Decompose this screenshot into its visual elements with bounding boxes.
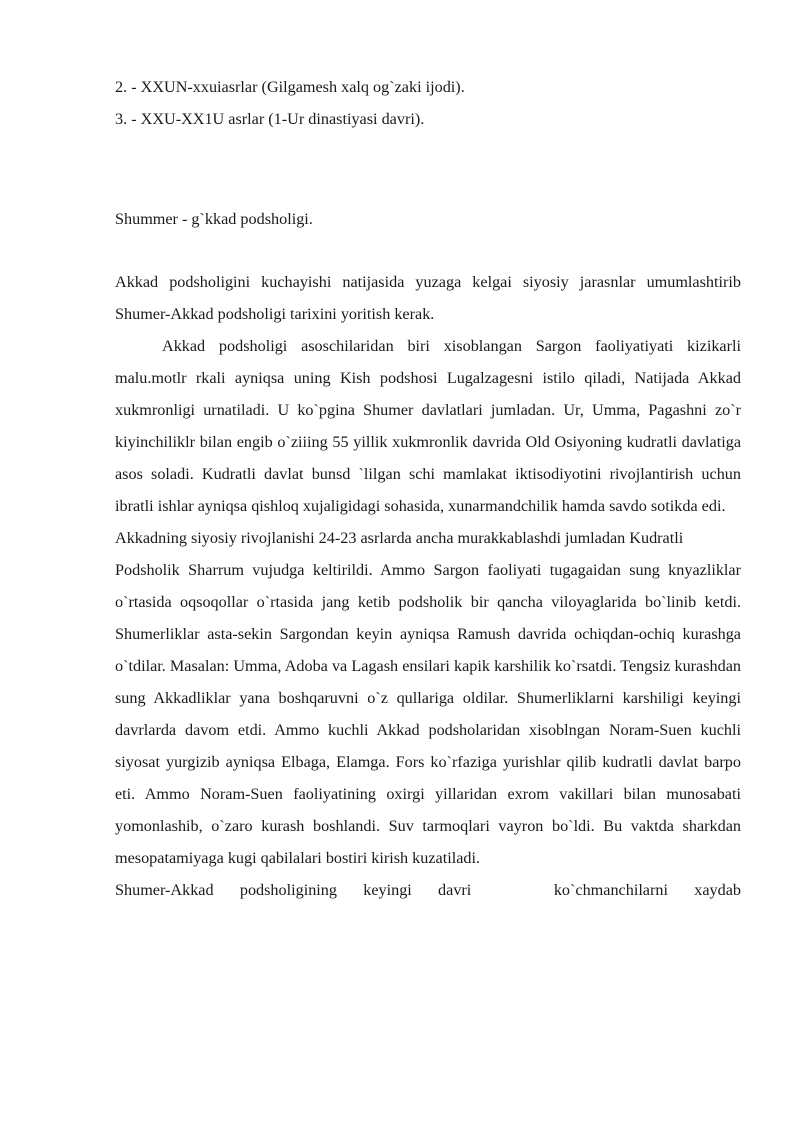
list-item-2: 2. - XXUN-xxuiasrlar (Gilgamesh xalq og`zaki ijodi). — [115, 78, 465, 96]
final-word-6: xaydab — [694, 881, 741, 899]
final-gap — [498, 874, 528, 906]
section-heading: Shummer - g`kkad podsholigi. — [115, 210, 313, 228]
final-word-5: ko`chmanchilarni — [553, 881, 668, 899]
body-text — [115, 266, 741, 906]
paragraph-final-line — [115, 874, 741, 906]
paragraph-sargon: Akkad podsholigi asoschilaridan biri xisoblangan Sargon faoliyatiyati kizikarli malu.motlr rkali ayniqsa uning Kish podshosi Lugalzagesni istilo qiladi, Natijada Akkad xukmronligi urnatiladi. U ko`pgina Shumer davlatlari jumladan. Ur, Umma, Pagashni zo`r kiyinchiliklr bilan engib o`ziiing 55 yillik xukmronlik davrida Old Osiyoning kudratli davlatiga asos soladi. Kudratli davlat bunsd `lilgan schi mamlakat iktisodiyotini rivojlantirish uchun ibratli ishlar ayniqsa qishloq xujaligidagi sohasida, xunarmandchilik hamda savdo sotikda edi. — [115, 337, 741, 515]
list-item-3: 3. - XXU-XX1U asrlar (1-Ur dinastiyasi davri). — [115, 110, 425, 128]
paragraph-sharrum: Podsholik Sharrum vujudga keltirildi. Ammo Sargon faoliyati tugagaidan sung knyazliklar o`rtasida oqsoqollar o`rtasida jang ketib podsholik bir qancha viloyaglarida bo`linib ketdi. Shumerliklar asta-sekin Sargondan keyin ayniqsa Ramush davrida ochiqdan-ochiq kurashga o`tdilar. Masalan: Umma, Adoba va Lagash ensilari kapik karshilik ko`rsatdi. Tengsiz kurashdan sung Akkadliklar yana boshqaruvni o`z qullariga oldilar. Shumerliklarni karshiligi keyingi davrlarda davom etdi. Ammo kuchli Akkad podsholaridan xisoblngan Noram-Suen kuchli siyosat yurgizib ayniqsa Elbaga, Elamga. Fors ko`rfaziga yurishlar qilib kudratli davlat barpo eti. Ammo Noram-Suen faoliyatining oxirgi yillaridan exrom vakillari bilan munosabati yomonlashib, o`zaro kurash boshlandi. Suv tarmoqlari vayron bo`ldi. Bu vaktda sharkdan mesopatamiyaga kugi qabilalari bostiri kirish kuzatiladi. — [115, 561, 741, 867]
final-word-4: davri — [438, 881, 472, 899]
final-word-2: podsholigining — [239, 881, 337, 899]
final-word-3: keyingi — [363, 881, 412, 899]
paragraph-akkad-development: Akkadning siyosiy rivojlanishi 24-23 asrlarda ancha murakkablashdi jumladan Kudratli — [115, 529, 684, 547]
paragraph-intro: Akkad podsholigini kuchayishi natijasida yuzaga kelgai siyosiy jarasnlar umumlashtirib Shumer-Akkad podsholigi tarixini yoritish kerak. — [115, 273, 741, 323]
final-word-1: Shumer-Akkad — [115, 881, 214, 899]
